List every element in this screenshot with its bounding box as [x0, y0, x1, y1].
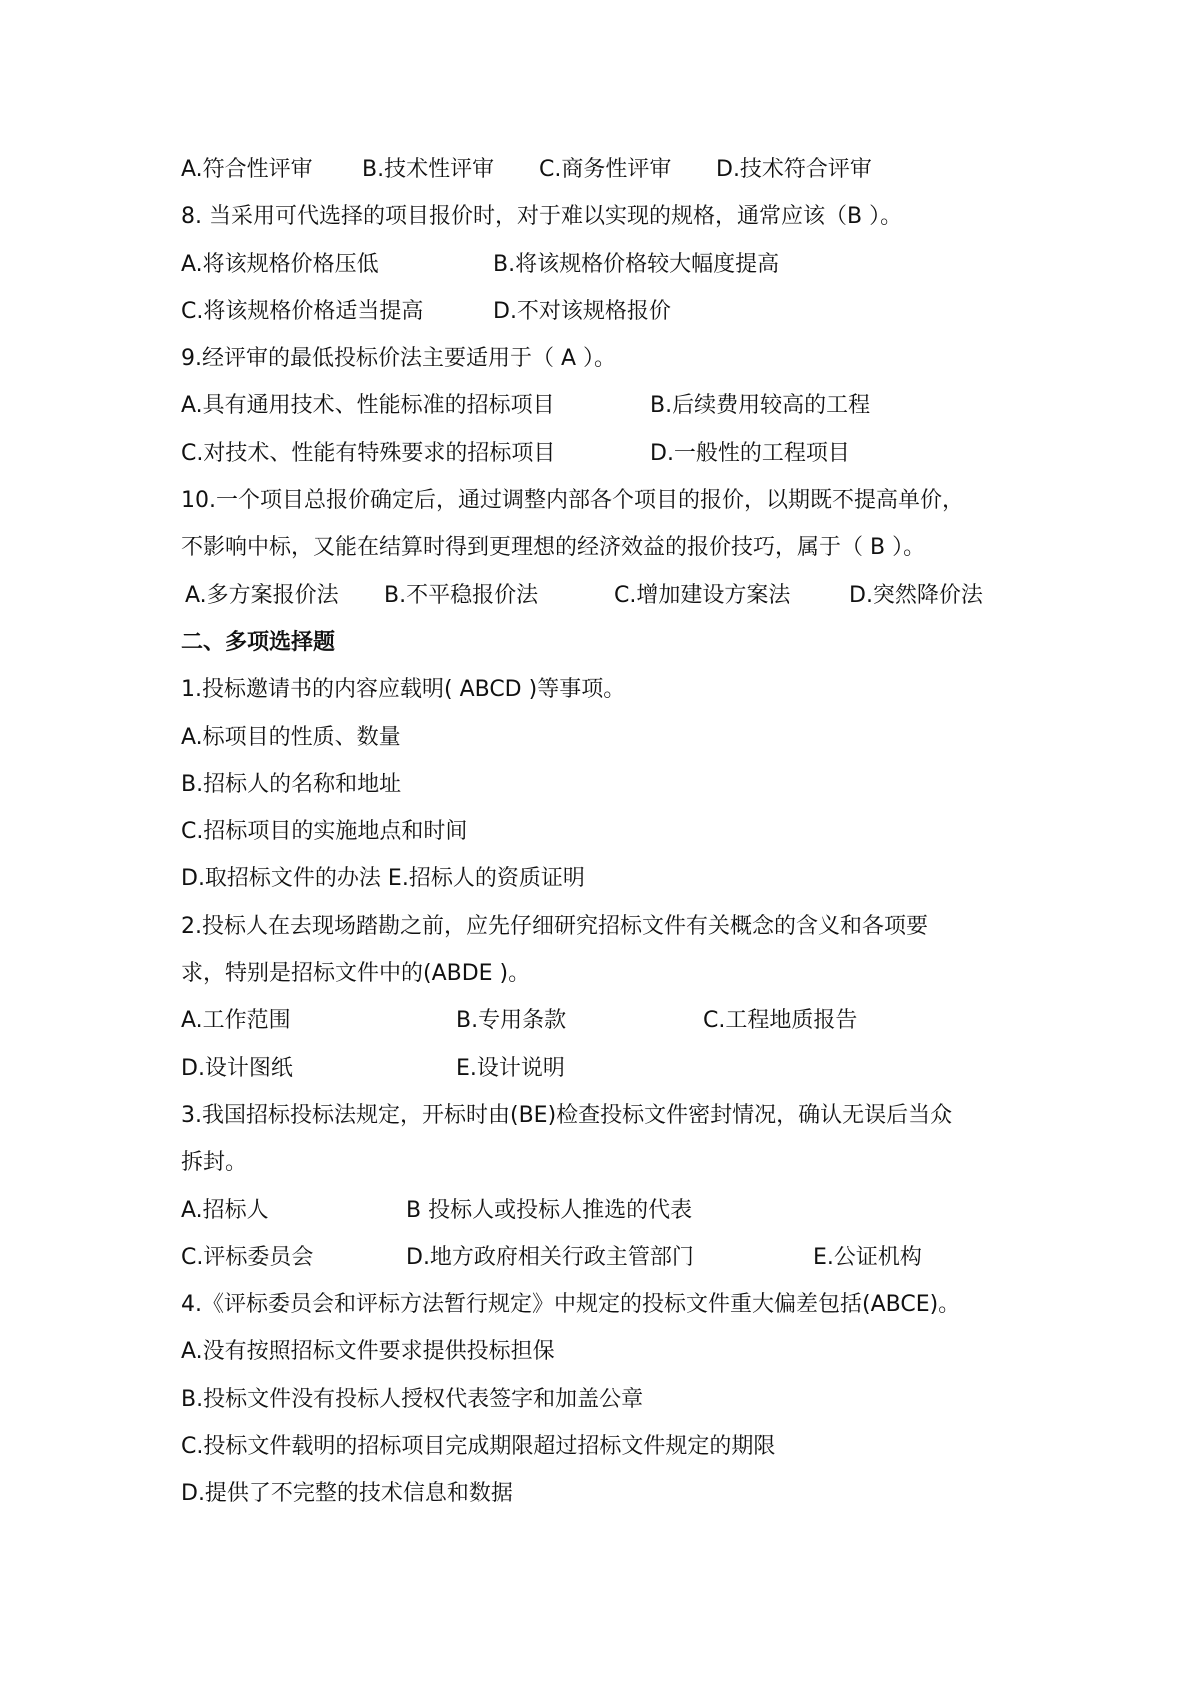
m3-stem-line-1: 3.我国招标投标法规定，开标时由(BE)检查投标文件密封情况，确认无误后当众 — [181, 1102, 953, 1128]
m3-option-c: C.评标委员会 — [181, 1244, 314, 1270]
m2-options-de — [181, 1045, 1021, 1092]
m4-option-c: C.投标文件载明的招标项目完成期限超过招标文件规定的期限 — [181, 1434, 776, 1460]
m3-options-ab — [181, 1187, 1021, 1234]
q8-option-a: A.将该规格价格压低 — [181, 251, 379, 277]
q7-options — [181, 146, 1021, 193]
m1-option-a: A.标项目的性质、数量 — [181, 724, 401, 750]
m2-option-b: B.专用条款 — [456, 1008, 567, 1034]
q10-option-b: B.不平稳报价法 — [384, 582, 539, 608]
m1-stem: 1.投标邀请书的内容应载明( ABCD )等事项。 — [181, 677, 626, 703]
m3-option-e: E.公证机构 — [813, 1244, 922, 1270]
q9-options-cd — [181, 430, 1021, 477]
q9-stem: 9.经评审的最低投标价法主要适用于（ A ）。 — [181, 346, 617, 372]
m1-option-b: B.招标人的名称和地址 — [181, 771, 402, 797]
m2-options-abc — [181, 997, 1021, 1044]
m2-option-e: E.设计说明 — [456, 1055, 565, 1081]
q9-options-ab — [181, 382, 1021, 429]
section-2-title: 二、多项选择题 — [181, 629, 336, 655]
q10-option-a: A.多方案报价法 — [185, 582, 339, 608]
exam-content — [181, 146, 1021, 1518]
m2-option-d: D.设计图纸 — [181, 1055, 293, 1081]
m3-options-cde — [181, 1234, 1021, 1281]
m2-option-c: C.工程地质报告 — [703, 1008, 858, 1034]
m4-option-b: B.投标文件没有投标人授权代表签字和加盖公章 — [181, 1386, 644, 1412]
m4-option-d: D.提供了不完整的技术信息和数据 — [181, 1481, 513, 1507]
q8-option-c: C.将该规格价格适当提高 — [181, 298, 424, 324]
q7-option-c: C.商务性评审 — [539, 157, 672, 182]
q9-option-b: B.后续费用较高的工程 — [650, 393, 871, 419]
m2-stem-line-1: 2.投标人在去现场踏勘之前，应先仔细研究招标文件有关概念的含义和各项要 — [181, 913, 928, 939]
q10-option-c: C.增加建设方案法 — [614, 582, 791, 608]
m3-option-a: A.招标人 — [181, 1197, 269, 1223]
q9-option-d: D.一般性的工程项目 — [650, 440, 850, 466]
q8-options-ab — [181, 241, 1021, 288]
q10-stem-line-1: 10.一个项目总报价确定后，通过调整内部各个项目的报价，以期既不提高单价， — [181, 488, 964, 514]
q7-option-b: B.技术性评审 — [362, 157, 495, 182]
q8-option-d: D.不对该规格报价 — [493, 298, 671, 324]
m1-option-c: C.招标项目的实施地点和时间 — [181, 819, 468, 845]
m4-option-a: A.没有按照招标文件要求提供投标担保 — [181, 1339, 555, 1365]
m2-option-a: A.工作范围 — [181, 1008, 291, 1034]
q10-options — [181, 572, 1021, 619]
q10-option-d: D.突然降价法 — [849, 582, 983, 608]
q8-stem: 8. 当采用可代选择的项目报价时，对于难以实现的规格，通常应该（B ）。 — [181, 204, 903, 230]
q10-stem-line-2: 不影响中标，又能在结算时得到更理想的经济效益的报价技巧，属于（ B ）。 — [181, 535, 926, 561]
q7-option-d: D.技术符合评审 — [716, 157, 872, 182]
q7-option-a: A.符合性评审 — [181, 157, 313, 182]
m4-stem: 4.《评标委员会和评标方法暂行规定》中规定的投标文件重大偏差包括(ABCE)。 — [181, 1292, 961, 1318]
m3-option-d: D.地方政府相关行政主管部门 — [406, 1244, 694, 1270]
m2-stem-line-2: 求，特别是招标文件中的(ABDE )。 — [181, 961, 531, 987]
m3-stem-line-2: 拆封。 — [181, 1150, 248, 1176]
m3-option-b: B 投标人或投标人推选的代表 — [406, 1197, 693, 1223]
q8-options-cd — [181, 288, 1021, 335]
q9-option-a: A.具有通用技术、性能标准的招标项目 — [181, 393, 555, 419]
q8-option-b: B.将该规格价格较大幅度提高 — [493, 251, 780, 277]
q9-option-c: C.对技术、性能有特殊要求的招标项目 — [181, 440, 556, 466]
m1-option-de: D.取招标文件的办法 E.招标人的资质证明 — [181, 866, 585, 892]
